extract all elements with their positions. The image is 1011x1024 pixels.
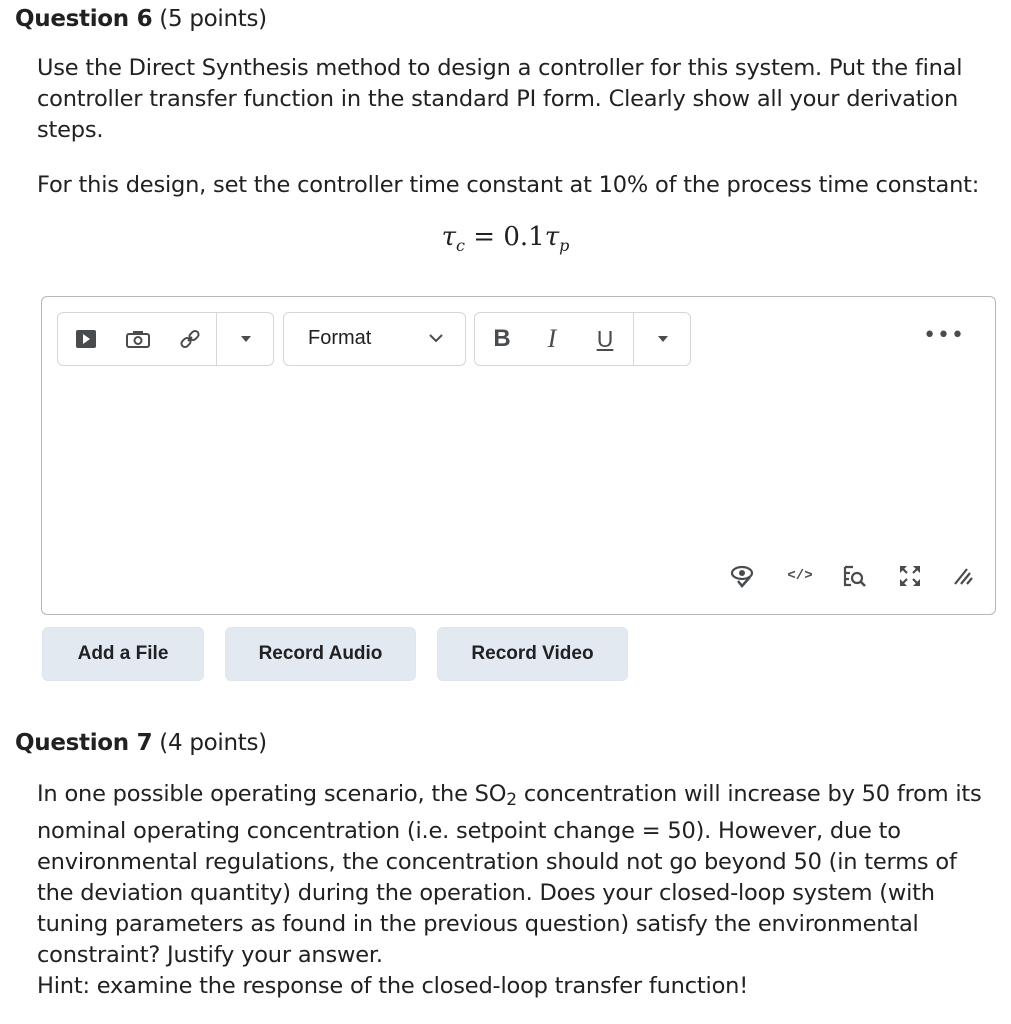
resize-handle[interactable]: [948, 561, 978, 591]
insert-image-button[interactable]: [114, 313, 162, 365]
text-style-toolbar-group: [474, 312, 691, 366]
format-dropdown[interactable]: [283, 312, 466, 366]
question-6-paragraph-1: Use the Direct Synthesis method to design a controller for this system. Put the final controller transfer function in the standard PI form. Clearly show all your derivation steps.: [37, 55, 963, 143]
italic-label: I: [547, 324, 557, 353]
insert-video-button[interactable]: [62, 313, 110, 365]
more-options-button[interactable]: •••: [923, 323, 965, 348]
question-6-points: (5 points): [159, 6, 267, 32]
record-video-button[interactable]: Record Video: [437, 627, 628, 681]
insert-link-button[interactable]: [166, 313, 214, 365]
time-constant-formula: [0, 222, 1011, 255]
formula-sub-c: c: [456, 236, 466, 255]
insert-toolbar-group: [57, 312, 274, 366]
insert-image-icon: [126, 330, 150, 348]
chevron-down-icon: [240, 335, 252, 343]
insert-link-icon: [178, 327, 202, 351]
accessibility-checker-button[interactable]: [728, 561, 758, 591]
formula-tau-p: τ: [544, 222, 560, 252]
preview-button[interactable]: [839, 561, 869, 591]
insert-more-dropdown[interactable]: [218, 313, 273, 365]
question-7-text-start: In one possible operating scenario, the SO: [37, 781, 507, 807]
underline-label: U: [596, 325, 614, 352]
question-7-points: (4 points): [159, 730, 267, 756]
bold-label: B: [493, 325, 511, 352]
bold-button[interactable]: [479, 313, 525, 365]
question-6-paragraph-2: For this design, set the controller time constant at 10% of the process time constant:: [37, 172, 980, 198]
question-7-paragraph: [37, 779, 987, 1002]
chevron-down-icon: [657, 335, 669, 343]
question-7-title: [15, 730, 267, 756]
underline-button[interactable]: [581, 313, 629, 365]
format-label: Format: [308, 327, 372, 349]
question-6-label: Question 6: [15, 6, 153, 32]
add-file-button[interactable]: Add a File: [42, 627, 204, 681]
question-7-hint: Hint: examine the response of the closed-loop transfer function!: [37, 973, 749, 999]
question-6-title: [15, 6, 267, 32]
accessibility-checker-icon: [730, 563, 756, 589]
formula-sub-p: p: [559, 236, 570, 255]
formula-coefficient: 0.1: [503, 222, 545, 252]
source-code-button[interactable]: [783, 561, 817, 591]
insert-video-icon: [75, 329, 97, 349]
fullscreen-button[interactable]: [895, 561, 925, 591]
formula-tau-c: τ: [441, 222, 457, 252]
question-7-text-rest: concentration will increase by 50 from its nominal operating concentration (i.e. setpoint change = 50). However, due to environmental regulations, the concentration should not go beyond 50 (in terms of the deviation quantity) during the operation. Does your closed-loop system (with tuning parameters as found in the previous question) satisfy the environmental constraint? Justify your answer.: [37, 781, 982, 968]
formula-equals: =: [473, 222, 496, 252]
question-7-label: Question 7: [15, 730, 153, 756]
text-style-more-dropdown[interactable]: [635, 313, 690, 365]
source-code-icon: </>: [787, 568, 813, 584]
so2-subscript: 2: [506, 790, 517, 810]
italic-button[interactable]: [527, 313, 577, 365]
chevron-down-icon: [429, 333, 443, 343]
record-audio-button[interactable]: Record Audio: [225, 627, 416, 681]
resize-handle-icon: [952, 565, 974, 587]
preview-icon: [841, 563, 867, 589]
answer-editor[interactable]: [41, 296, 996, 615]
fullscreen-icon: [898, 564, 922, 588]
